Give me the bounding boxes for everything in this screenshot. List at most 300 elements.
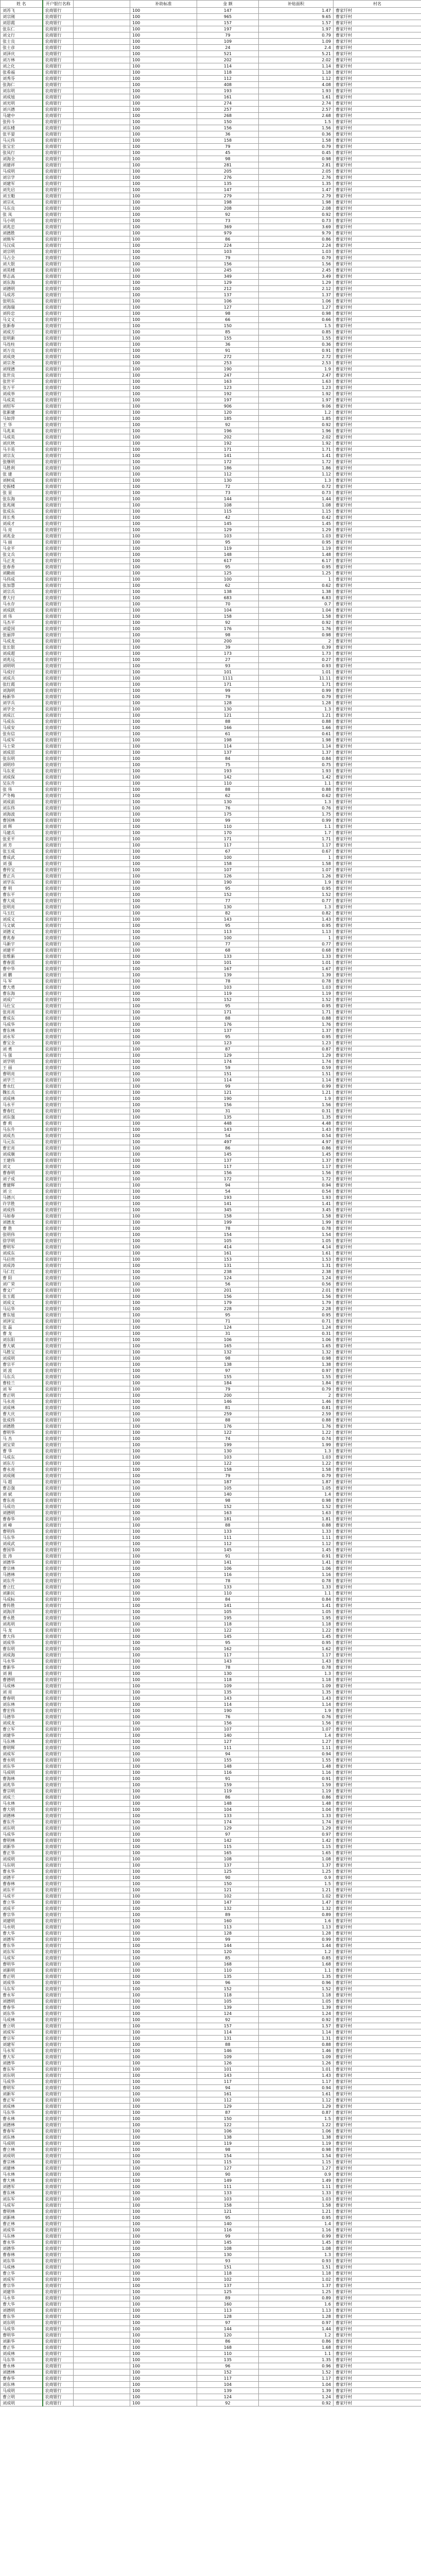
cell-standard: 100	[130, 2128, 197, 2134]
cell-standard: 100	[130, 818, 197, 824]
cell-amount: 151	[197, 2264, 259, 2270]
cell-name: 刘建明	[1, 1918, 43, 1924]
cell-amount: 150	[197, 1881, 259, 1887]
cell-standard: 100	[130, 2085, 197, 2091]
cell-standard: 100	[130, 2165, 197, 2172]
cell-bank: 农商银行	[43, 156, 74, 162]
cell-name: 马东林	[1, 2233, 43, 2240]
cell-bank: 农商银行	[43, 2295, 74, 2301]
cell-name: 刘成旭	[1, 94, 43, 100]
cell-blank	[74, 2400, 130, 2406]
cell-standard: 100	[130, 799, 197, 805]
cell-grain-area: 4.14	[259, 1244, 334, 1250]
cell-standard: 100	[130, 2202, 197, 2209]
cell-grain-area: 0.56	[259, 1281, 334, 1287]
cell-amount: 95	[197, 1034, 259, 1040]
cell-village: 曹家圩村	[334, 1189, 421, 1195]
cell-name: 刘宗友	[1, 453, 43, 459]
cell-standard: 100	[130, 787, 197, 793]
cell-grain-area: 1.14	[259, 1077, 334, 1083]
cell-name: 刘成保	[1, 774, 43, 781]
cell-grain-area: 1.65	[259, 1850, 334, 1856]
cell-grain-area: 1.2	[259, 1949, 334, 1955]
cell-name: 马东升	[1, 1127, 43, 1133]
cell-village: 曹家圩村	[334, 1287, 421, 1294]
cell-grain-area: 1.97	[259, 26, 334, 32]
cell-bank: 农商银行	[43, 2283, 74, 2289]
table-row	[1, 156, 421, 162]
cell-name: 马小明	[1, 218, 43, 224]
cell-name: 刘成军	[1, 2277, 43, 2283]
cell-name: 马汉成	[1, 243, 43, 249]
cell-grain-area: 1.09	[259, 1683, 334, 1689]
table-row	[1, 867, 421, 873]
cell-bank: 农商银行	[43, 2308, 74, 2314]
cell-bank: 农商银行	[43, 292, 74, 298]
cell-amount: 116	[197, 1770, 259, 1776]
cell-amount: 114	[197, 63, 259, 70]
cell-grain-area: 0.67	[259, 849, 334, 855]
cell-village: 曹家圩村	[334, 100, 421, 107]
cell-standard: 100	[130, 218, 197, 224]
cell-village: 曹家圩村	[334, 2345, 421, 2351]
cell-village: 曹家圩村	[334, 799, 421, 805]
cell-standard: 100	[130, 1764, 197, 1770]
cell-standard: 100	[130, 904, 197, 910]
cell-name: 刘成超	[1, 651, 43, 657]
cell-name: 曹新华	[1, 1665, 43, 1671]
cell-grain-area: 0.36	[259, 131, 334, 138]
cell-bank: 农商银行	[43, 1881, 74, 1887]
cell-bank: 农商银行	[43, 1937, 74, 1943]
table-row	[1, 1906, 421, 1912]
cell-standard: 100	[130, 1998, 197, 2005]
cell-grain-area: 0.74	[259, 1436, 334, 1442]
cell-amount: 103	[197, 1454, 259, 1461]
cell-bank: 农商银行	[43, 787, 74, 793]
cell-bank: 农商银行	[43, 274, 74, 280]
cell-blank	[74, 1337, 130, 1343]
table-row	[1, 1924, 421, 1930]
cell-bank: 农商银行	[43, 1628, 74, 1634]
cell-name: 马文斌	[1, 923, 43, 929]
cell-standard: 100	[130, 1776, 197, 1782]
cell-blank	[74, 131, 130, 138]
cell-name: 马玉红	[1, 910, 43, 917]
cell-standard: 100	[130, 1436, 197, 1442]
cell-village: 曹家圩村	[334, 1634, 421, 1640]
cell-village: 曹家圩村	[334, 1096, 421, 1102]
cell-standard: 100	[130, 2054, 197, 2060]
table-row	[1, 1850, 421, 1856]
cell-blank	[74, 1127, 130, 1133]
cell-name: 刘 亮	[1, 1689, 43, 1696]
cell-name: 刘东明	[1, 2073, 43, 2079]
cell-bank: 农商银行	[43, 1807, 74, 1813]
cell-name: 刘之化	[1, 63, 43, 70]
cell-amount: 71	[197, 1318, 259, 1325]
cell-blank	[74, 162, 130, 168]
cell-standard: 100	[130, 855, 197, 861]
cell-grain-area: 1.96	[259, 428, 334, 434]
cell-standard: 100	[130, 762, 197, 768]
cell-amount: 73	[197, 218, 259, 224]
table-row	[1, 1213, 421, 1219]
cell-bank: 农商银行	[43, 2382, 74, 2388]
cell-bank: 农商银行	[43, 2394, 74, 2400]
table-row	[1, 2042, 421, 2048]
cell-name: 张新建	[1, 410, 43, 416]
table-row	[1, 1485, 421, 1492]
cell-village: 曹家圩村	[334, 1411, 421, 1417]
cell-grain-area: 1.65	[259, 1343, 334, 1349]
cell-blank	[74, 2147, 130, 2153]
cell-name: 马成林	[1, 2017, 43, 2023]
cell-name: 马成付	[1, 669, 43, 675]
cell-grain-area: 0.71	[259, 1318, 334, 1325]
cell-standard: 100	[130, 1980, 197, 1986]
cell-blank	[74, 1059, 130, 1065]
cell-standard: 100	[130, 688, 197, 694]
table-row	[1, 750, 421, 756]
cell-bank: 农商银行	[43, 1306, 74, 1312]
table-row	[1, 743, 421, 750]
cell-amount: 103	[197, 985, 259, 991]
cell-village: 曹家圩村	[334, 1423, 421, 1430]
cell-grain-area: 1.32	[259, 1906, 334, 1912]
cell-name: 张成伟	[1, 1417, 43, 1423]
table-row	[1, 1702, 421, 1708]
cell-name: 马伟成	[1, 577, 43, 583]
cell-name: 马东军	[1, 1986, 43, 1992]
cell-standard: 100	[130, 583, 197, 589]
cell-blank	[74, 904, 130, 910]
cell-blank	[74, 317, 130, 323]
cell-bank: 农商银行	[43, 842, 74, 849]
cell-village: 曹家圩村	[334, 1974, 421, 1980]
cell-village: 曹家圩村	[334, 76, 421, 82]
cell-name: 刘成兵	[1, 675, 43, 682]
cell-name: 马建中	[1, 113, 43, 119]
cell-village: 曹家圩村	[334, 1151, 421, 1158]
cell-standard: 100	[130, 1498, 197, 1504]
cell-amount: 132	[197, 1349, 259, 1355]
cell-amount: 78	[197, 1665, 259, 1671]
cell-bank: 农商银行	[43, 1597, 74, 1603]
cell-village: 曹家圩村	[334, 1745, 421, 1751]
cell-bank: 农商银行	[43, 2363, 74, 2369]
cell-bank: 农商银行	[43, 1114, 74, 1121]
table-row	[1, 1541, 421, 1547]
cell-amount: 135	[197, 181, 259, 187]
cell-grain-area: 0.88	[259, 1417, 334, 1423]
cell-bank: 农商银行	[43, 360, 74, 366]
table-row	[1, 713, 421, 719]
cell-village: 曹家圩村	[334, 1121, 421, 1127]
cell-village: 曹家圩村	[334, 2085, 421, 2091]
cell-standard: 100	[130, 1918, 197, 1924]
cell-name: 曹明华	[1, 1961, 43, 1968]
cell-village: 曹家圩村	[334, 2388, 421, 2394]
cell-blank	[74, 2202, 130, 2209]
cell-amount: 146	[197, 1399, 259, 1405]
cell-village: 曹家圩村	[334, 867, 421, 873]
cell-bank: 农商银行	[43, 2301, 74, 2308]
cell-blank	[74, 1498, 130, 1504]
cell-bank: 农商银行	[43, 1386, 74, 1393]
cell-village: 曹家圩村	[334, 2165, 421, 2172]
cell-village: 曹家圩村	[334, 1930, 421, 1937]
cell-blank	[74, 20, 130, 26]
cell-village: 曹家圩村	[334, 2357, 421, 2363]
cell-bank: 农商银行	[43, 168, 74, 175]
cell-village: 曹家圩村	[334, 286, 421, 292]
table-row	[1, 842, 421, 849]
cell-village: 曹家圩村	[334, 836, 421, 842]
table-row	[1, 1139, 421, 1145]
cell-name: 曹宏亮	[1, 1145, 43, 1151]
cell-name: 曹宗华	[1, 1912, 43, 1918]
cell-amount: 171	[197, 836, 259, 842]
cell-name: 刘东明	[1, 1825, 43, 1832]
cell-blank	[74, 595, 130, 601]
cell-grain-area: 2.72	[259, 354, 334, 360]
cell-village: 曹家圩村	[334, 14, 421, 20]
cell-village: 曹家圩村	[334, 1881, 421, 1887]
cell-grain-area: 1.23	[259, 385, 334, 391]
table-row	[1, 1992, 421, 1998]
cell-name: 曹春军	[1, 2128, 43, 2134]
table-row	[1, 1726, 421, 1733]
cell-name: 马正龙	[1, 558, 43, 564]
cell-bank: 农商银行	[43, 2233, 74, 2240]
cell-bank: 农商银行	[43, 1448, 74, 1454]
cell-bank: 农商银行	[43, 2036, 74, 2042]
cell-standard: 100	[130, 1955, 197, 1961]
table-row	[1, 2036, 421, 2042]
cell-amount: 66	[197, 317, 259, 323]
cell-amount: 62	[197, 583, 259, 589]
cell-blank	[74, 416, 130, 422]
cell-name: 刘新华	[1, 2338, 43, 2345]
cell-name: 王 华	[1, 422, 43, 428]
cell-amount: 92	[197, 2017, 259, 2023]
cell-blank	[74, 484, 130, 490]
cell-grain-area: 2.59	[259, 1411, 334, 1417]
cell-name: 刘建平	[1, 947, 43, 954]
cell-amount: 133	[197, 1584, 259, 1590]
cell-grain-area: 0.76	[259, 805, 334, 811]
cell-bank: 农商银行	[43, 1059, 74, 1065]
table-row	[1, 2079, 421, 2085]
cell-amount: 93	[197, 663, 259, 669]
cell-blank	[74, 960, 130, 966]
cell-grain-area: 1.26	[259, 873, 334, 879]
table-row	[1, 1077, 421, 1083]
cell-amount: 78	[197, 1578, 259, 1584]
cell-amount: 168	[197, 1961, 259, 1968]
cell-blank	[74, 793, 130, 799]
cell-standard: 100	[130, 2376, 197, 2382]
cell-amount: 161	[197, 94, 259, 100]
cell-amount: 148	[197, 552, 259, 558]
cell-blank	[74, 923, 130, 929]
cell-name: 刘德华	[1, 1560, 43, 1566]
cell-name: 马仁红	[1, 1269, 43, 1275]
cell-blank	[74, 1461, 130, 1467]
cell-name: 刘成华	[1, 1640, 43, 1646]
cell-amount: 192	[197, 391, 259, 397]
table-row	[1, 1207, 421, 1213]
cell-amount: 101	[197, 2066, 259, 2073]
cell-bank: 农商银行	[43, 879, 74, 886]
cell-name: 马胜宝	[1, 1349, 43, 1355]
cell-village: 曹家圩村	[334, 533, 421, 539]
cell-village: 曹家圩村	[334, 502, 421, 509]
table-row	[1, 1634, 421, 1640]
cell-village: 曹家圩村	[334, 2246, 421, 2252]
cell-village: 曹家圩村	[334, 1306, 421, 1312]
cell-bank: 农商银行	[43, 713, 74, 719]
cell-bank: 农商银行	[43, 688, 74, 694]
cell-blank	[74, 428, 130, 434]
table-row	[1, 1195, 421, 1201]
table-row	[1, 193, 421, 199]
cell-village: 曹家圩村	[334, 440, 421, 447]
cell-blank	[74, 1423, 130, 1430]
cell-grain-area: 1.14	[259, 1702, 334, 1708]
cell-grain-area: 1.16	[259, 1572, 334, 1578]
cell-blank	[74, 2165, 130, 2172]
cell-amount: 176	[197, 1022, 259, 1028]
cell-village: 曹家圩村	[334, 2277, 421, 2283]
cell-bank: 农商银行	[43, 1028, 74, 1034]
cell-grain-area: 2.08	[259, 206, 334, 212]
cell-blank	[74, 1516, 130, 1522]
cell-name: 刘成林	[1, 2104, 43, 2110]
table-row	[1, 669, 421, 675]
table-row	[1, 1411, 421, 1417]
cell-amount: 119	[197, 2141, 259, 2147]
table-row	[1, 552, 421, 558]
cell-standard: 100	[130, 1257, 197, 1263]
cell-grain-area: 1.52	[259, 997, 334, 1003]
cell-name: 刘成林	[1, 1405, 43, 1411]
cell-standard: 100	[130, 385, 197, 391]
cell-name: 马成军	[1, 1955, 43, 1961]
cell-name: 曹宗华	[1, 2283, 43, 2289]
cell-blank	[74, 471, 130, 478]
cell-village: 曹家圩村	[334, 150, 421, 156]
cell-grain-area: 1.08	[259, 1856, 334, 1862]
cell-amount: 130	[197, 2252, 259, 2258]
cell-amount: 140	[197, 1733, 259, 1739]
cell-blank	[74, 509, 130, 515]
cell-blank	[74, 434, 130, 440]
cell-amount: 140	[197, 1492, 259, 1498]
cell-bank: 农商银行	[43, 212, 74, 218]
cell-bank: 农商银行	[43, 403, 74, 410]
cell-bank: 农商银行	[43, 2029, 74, 2036]
table-row	[1, 280, 421, 286]
table-row	[1, 1145, 421, 1151]
cell-amount: 172	[197, 1176, 259, 1182]
cell-bank: 农商银行	[43, 700, 74, 706]
cell-village: 曹家圩村	[334, 830, 421, 836]
cell-blank	[74, 2332, 130, 2338]
cell-blank	[74, 1720, 130, 1726]
cell-bank: 农商银行	[43, 261, 74, 267]
cell-blank	[74, 107, 130, 113]
cell-grain-area: 1.73	[259, 651, 334, 657]
cell-grain-area: 2.74	[259, 100, 334, 107]
cell-bank: 农商银行	[43, 651, 74, 657]
table-row	[1, 372, 421, 379]
cell-bank: 农商银行	[43, 1572, 74, 1578]
cell-grain-area: 11.11	[259, 675, 334, 682]
cell-grain-area: 0.76	[259, 1714, 334, 1720]
cell-blank	[74, 2301, 130, 2308]
cell-name: 刘东平	[1, 1887, 43, 1893]
cell-amount: 158	[197, 861, 259, 867]
cell-name: 刘焕军	[1, 236, 43, 243]
table-row	[1, 2388, 421, 2394]
cell-name: 刘成江	[1, 713, 43, 719]
cell-amount: 99	[197, 818, 259, 824]
cell-name: 刘成涛	[1, 1263, 43, 1269]
cell-bank: 农商银行	[43, 453, 74, 459]
cell-blank	[74, 1862, 130, 1869]
cell-grain-area: 1.72	[259, 1176, 334, 1182]
cell-village: 曹家圩村	[334, 2178, 421, 2184]
cell-name: 蔡志高	[1, 274, 43, 280]
cell-grain-area: 1.27	[259, 1739, 334, 1745]
cell-village: 曹家圩村	[334, 1325, 421, 1331]
cell-grain-area: 1.72	[259, 459, 334, 465]
cell-name: 刘东伟	[1, 805, 43, 811]
cell-blank	[74, 1046, 130, 1053]
cell-blank	[74, 1077, 130, 1083]
cell-name: 曹桂兰	[1, 1380, 43, 1386]
cell-name: 曹宗林	[1, 2159, 43, 2165]
table-row	[1, 793, 421, 799]
cell-amount: 170	[197, 830, 259, 836]
cell-grain-area: 1.42	[259, 1838, 334, 1844]
cell-name: 刘宝荣	[1, 1442, 43, 1448]
table-row	[1, 329, 421, 335]
cell-bank: 农商银行	[43, 230, 74, 236]
cell-grain-area: 1.43	[259, 1696, 334, 1702]
cell-blank	[74, 224, 130, 230]
cell-name: 曹立华	[1, 2270, 43, 2277]
cell-village: 曹家圩村	[334, 2376, 421, 2382]
cell-blank	[74, 2320, 130, 2326]
cell-amount: 176	[197, 1423, 259, 1430]
cell-amount: 119	[197, 546, 259, 552]
cell-name: 曹立华	[1, 1900, 43, 1906]
cell-name: 刘宗兵	[1, 589, 43, 595]
cell-bank: 农商银行	[43, 286, 74, 292]
cell-amount: 105	[197, 1238, 259, 1244]
cell-grain-area: 0.75	[259, 762, 334, 768]
cell-name: 刘成龙	[1, 1720, 43, 1726]
cell-village: 曹家圩村	[334, 1170, 421, 1176]
cell-blank	[74, 218, 130, 224]
cell-blank	[74, 267, 130, 274]
cell-grain-area: 1.29	[259, 280, 334, 286]
cell-amount: 59	[197, 1065, 259, 1071]
cell-blank	[74, 873, 130, 879]
